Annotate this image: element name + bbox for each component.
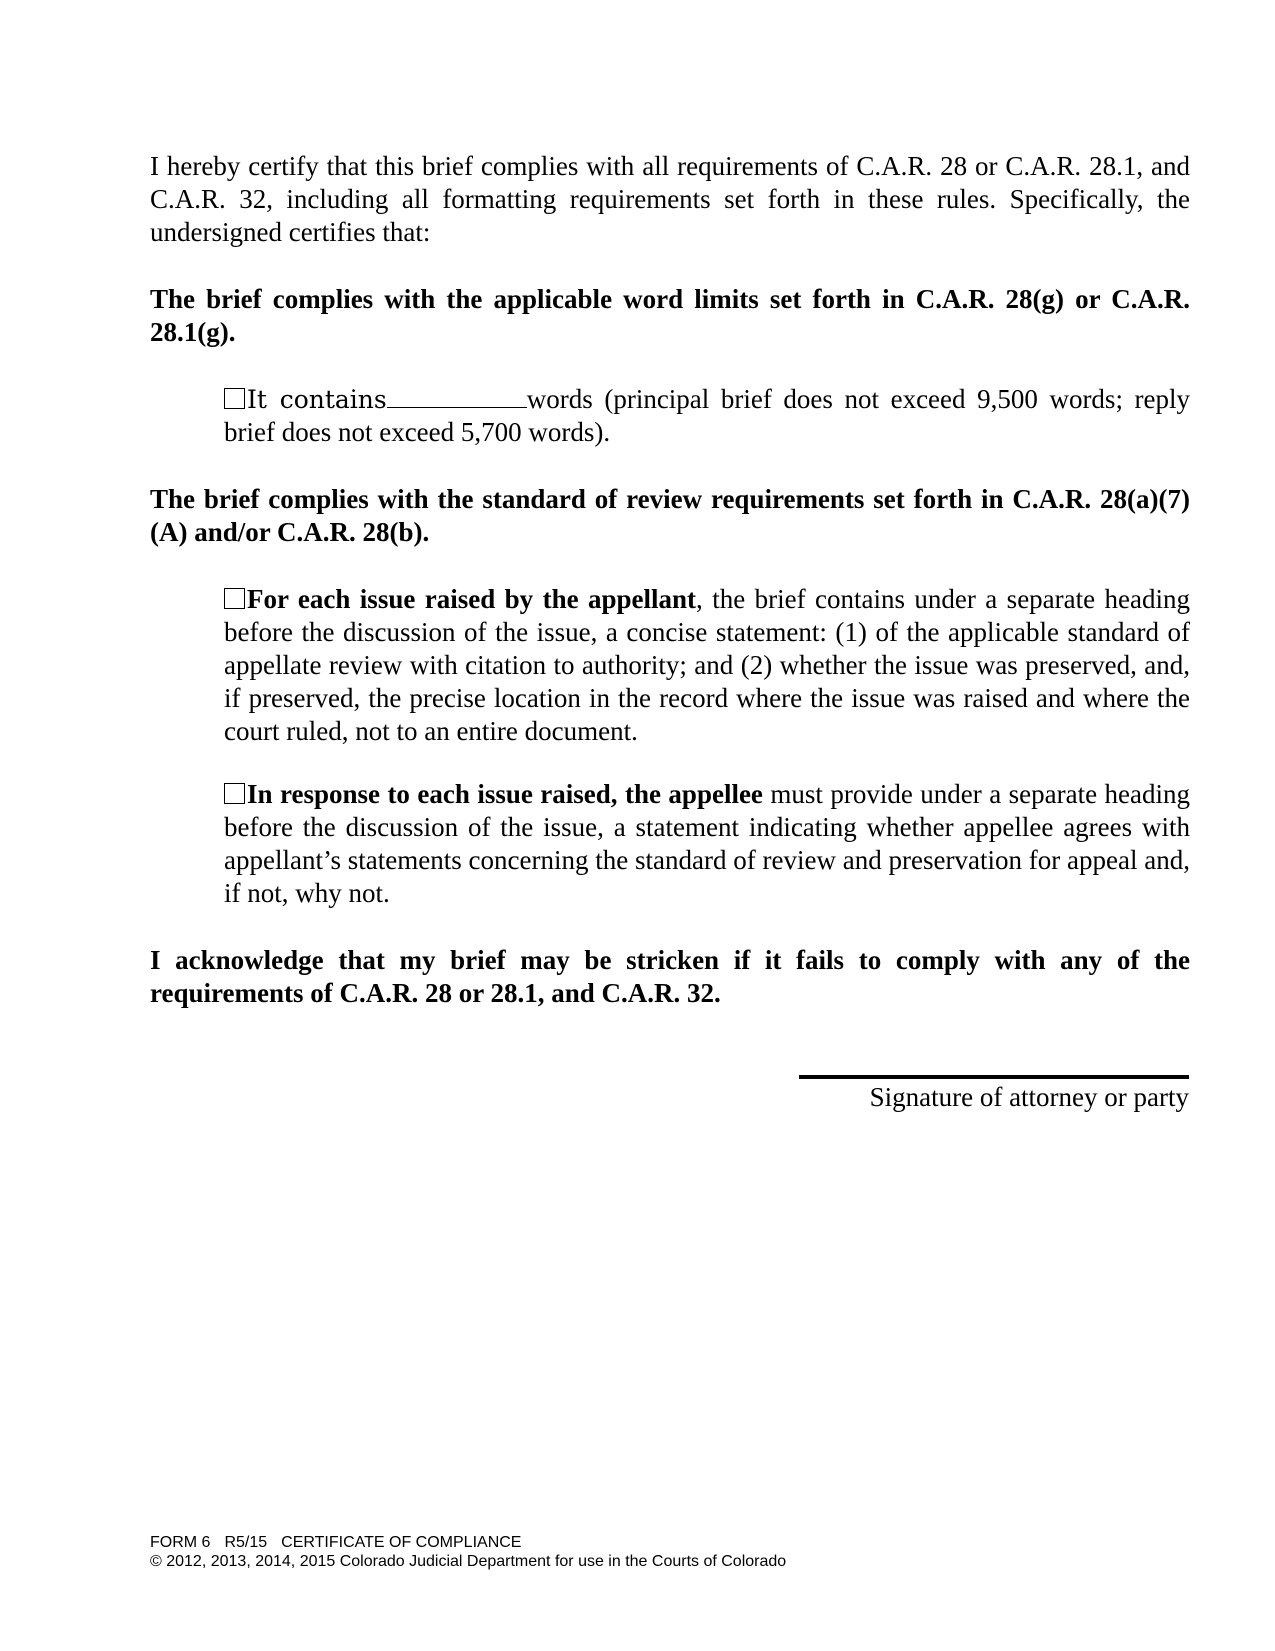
signature-line[interactable] (799, 1075, 1189, 1079)
acknowledgment: I acknowledge that my brief may be stricken if it fails to comply with any of the requirements of C.A.R. 28 or 28.1, and C.A.R. 32. (150, 945, 1190, 1008)
word-count-text: words (principal brief does not exceed 9,500 words; reply brief does not exceed 5,700 words). (224, 384, 1191, 447)
word-count-item (224, 383, 1190, 449)
footer-form-line (150, 1533, 786, 1552)
signature-block (799, 1075, 1189, 1114)
certificate-body (150, 150, 1190, 1010)
appellee-checkbox[interactable] (224, 783, 245, 804)
word-count-checkbox[interactable] (224, 388, 245, 409)
standard-of-review-heading: The brief complies with the standard of review requirements set forth in C.A.R. 28(a)(7)(A) and/or C.A.R. 28(b). (150, 484, 1190, 547)
word-count-blank-field[interactable] (387, 387, 527, 408)
appellee-item-bold: In response to each issue raised, the appellee (247, 779, 763, 809)
appellant-item (224, 583, 1190, 748)
word-count-label: It contains (247, 385, 387, 414)
appellee-item-text: must provide under a separate heading before the discussion of the issue, a statement indicating whether appellee agrees with appellant’s statements concerning the standard of review and preservation for appeal and, if not, why not. (224, 779, 1190, 908)
footer-revision: R5/15 (224, 1534, 268, 1551)
intro-paragraph: I hereby certify that this brief complies with all requirements of C.A.R. 28 or C.A.R. 28.1, and C.A.R. 32, including all formatting requirements set forth in these rules. Specifically, the undersigned certifies that: (150, 151, 1190, 247)
footer-form-number: FORM 6 (150, 1534, 211, 1551)
word-limit-heading: The brief complies with the applicable word limits set forth in C.A.R. 28(g) or C.A.R. 28.1(g). (150, 284, 1190, 347)
appellee-item (224, 778, 1190, 910)
footer-form-title: CERTIFICATE OF COMPLIANCE (281, 1534, 522, 1551)
appellant-item-bold: For each issue raised by the appellant (247, 584, 697, 614)
signature-label: Signature of attorney or party (869, 1082, 1189, 1112)
footer-copyright: © 2012, 2013, 2014, 2015 Colorado Judicial Department for use in the Courts of Colorado (150, 1553, 787, 1570)
appellant-item-text: , the brief contains under a separate heading before the discussion of the issue, a concise statement: (1) of the applicable standard of appellate review with citation to authority; and (2) whether the issue was preserved, and, if preserved, the precise location in the record where the issue was raised and where the court ruled, not to an entire document. (224, 584, 1191, 746)
appellant-checkbox[interactable] (224, 588, 245, 609)
form-footer (150, 1533, 786, 1571)
